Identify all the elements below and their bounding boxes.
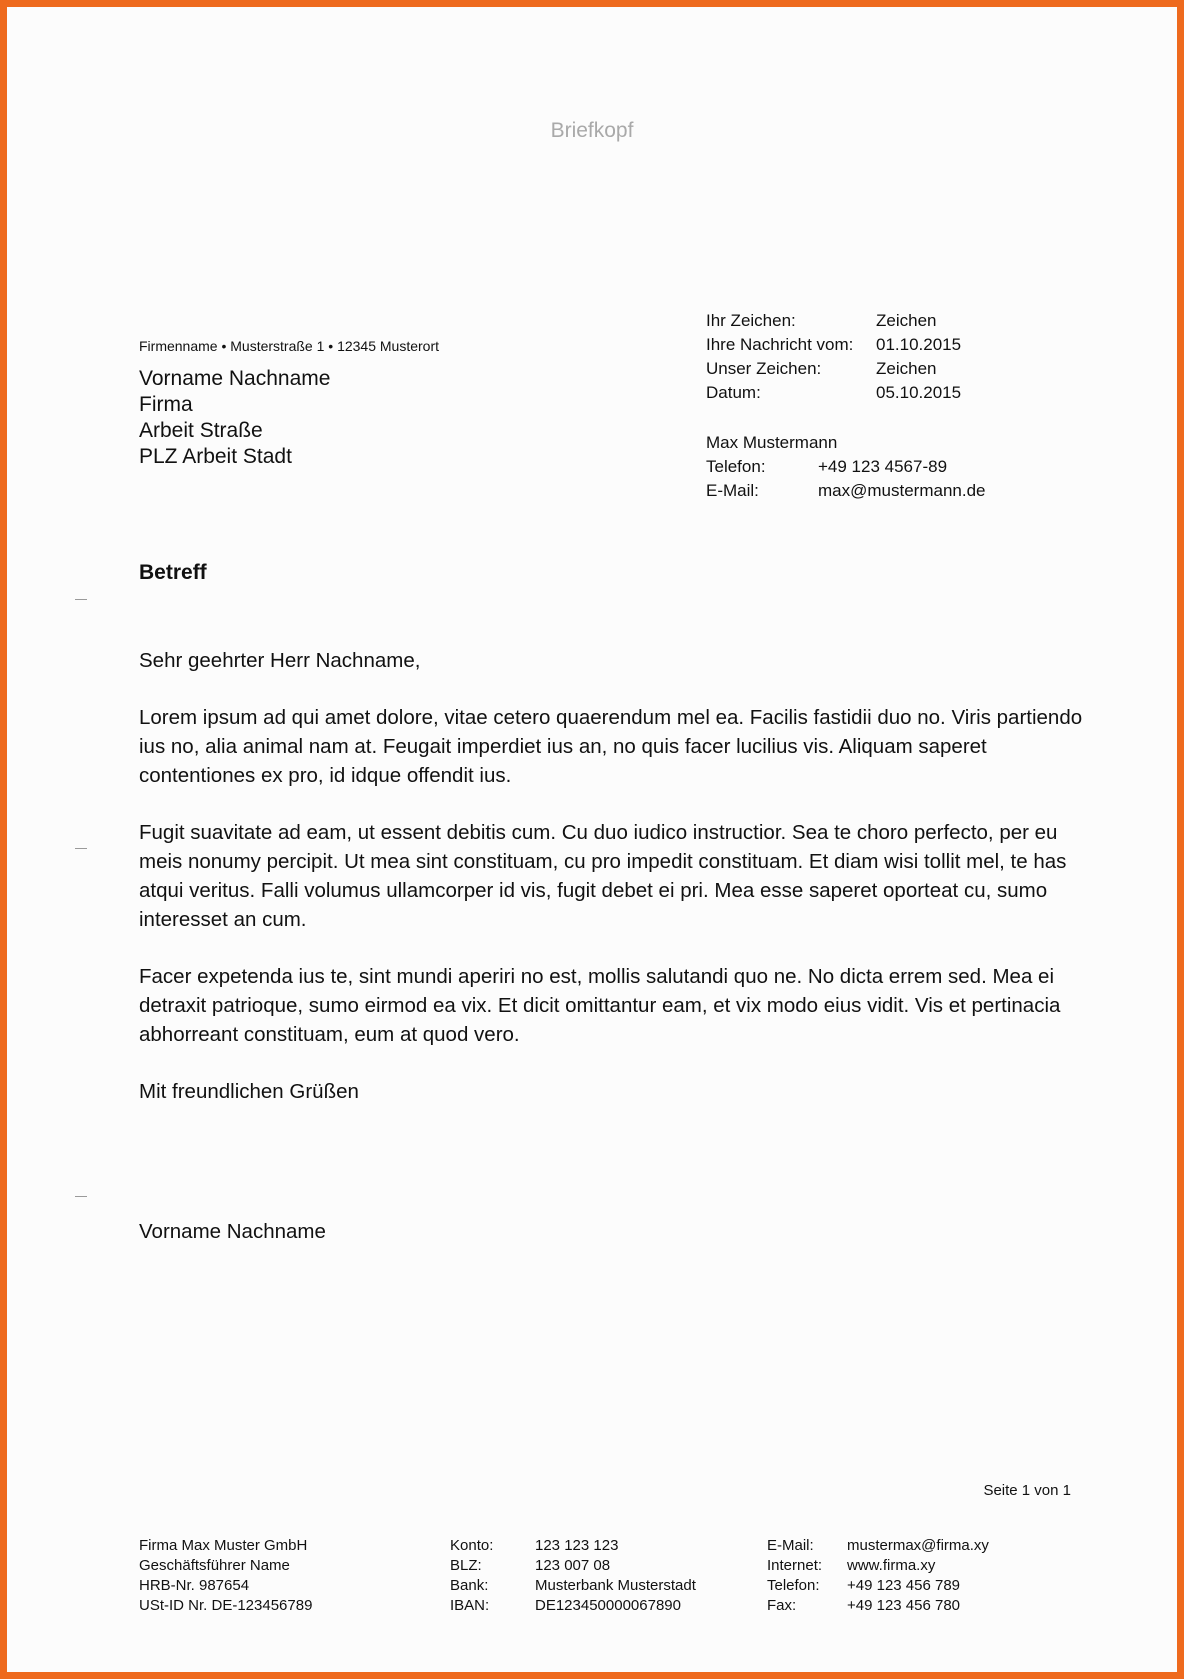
reference-row [706, 309, 961, 333]
footer-bank-label: IBAN: [450, 1597, 490, 1614]
footer-contact-label: Fax: [767, 1597, 797, 1614]
reference-value: Zeichen [876, 311, 937, 330]
footer-company-line: Firma Max Muster GmbH [139, 1537, 308, 1554]
footer-contact-label: Telefon: [767, 1577, 820, 1594]
footer-bank-row [450, 1596, 696, 1616]
body-paragraph: Fugit suavitate ad eam, ut essent debitis cum. Cu duo iudico instructior. Sea te choro perfecto, per eu meis nonumy percipit. Ut mea sint constituam, cu pro impedit constituam. Et diam wisi tollit mel, te has atqui veritus. Falli volumus ullamcorper id vis, fugit debet ei pri. Mea esse saperet oporteat cu, sumo interesset an cum. [139, 821, 1067, 931]
footer-bank-row [450, 1556, 696, 1576]
footer-contact-label: Internet: [767, 1557, 823, 1574]
reference-label: Datum: [706, 383, 761, 402]
footer-bank [450, 1536, 696, 1616]
closing: Mit freundlichen Grüßen [139, 1080, 359, 1103]
footer-contact [767, 1536, 989, 1616]
signature-name: Vorname Nachname [139, 1220, 326, 1243]
fold-mark [75, 599, 87, 600]
recipient-name: Vorname Nachname [139, 367, 331, 390]
reference-row [706, 357, 961, 381]
contact-person-name: Max Mustermann [706, 433, 838, 452]
footer-contact-row [767, 1576, 989, 1596]
recipient-city: PLZ Arbeit Stadt [139, 445, 292, 468]
footer-contact-value: +49 123 456 789 [847, 1577, 961, 1594]
recipient-address [139, 366, 330, 470]
sender-return-line: Firmenname • Musterstraße 1 • 12345 Musterort [139, 338, 440, 354]
footer-company-line: USt-ID Nr. DE-123456789 [139, 1597, 313, 1614]
footer-bank-label: Konto: [450, 1537, 494, 1554]
contact-value: +49 123 4567-89 [818, 457, 948, 476]
footer-bank-label: Bank: [450, 1577, 489, 1594]
contact-row [706, 479, 986, 503]
footer-company-line: Geschäftsführer Name [139, 1557, 290, 1574]
reference-block [706, 309, 961, 405]
footer-bank-value: 123 123 123 [535, 1537, 619, 1554]
body-paragraph: Facer expetenda ius te, sint mundi aperiri no est, mollis salutandi quo ne. No dicta errem sed. Mea ei detraxit patrioque, sumo eirmod ea vix. Et dicit omittantur eam, et vix modo eius vidit. Vis et pertinacia abhorreant constituam, eum at quod vero. [139, 965, 1061, 1046]
fold-mark [75, 1196, 87, 1197]
footer-bank-value: 123 007 08 [535, 1557, 611, 1574]
page-number: Seite 1 von 1 [983, 1482, 1071, 1499]
footer-contact-row [767, 1556, 989, 1576]
contact-row [706, 455, 986, 479]
footer-company [139, 1536, 312, 1616]
recipient-street: Arbeit Straße [139, 419, 263, 442]
contact-label: Telefon: [706, 457, 766, 476]
footer-bank-label: BLZ: [450, 1557, 482, 1574]
reference-value: 01.10.2015 [876, 335, 962, 354]
contact-value: max@mustermann.de [818, 481, 986, 500]
reference-label: Ihr Zeichen: [706, 311, 796, 330]
footer-contact-value: +49 123 456 780 [847, 1597, 961, 1614]
reference-label: Ihre Nachricht vom: [706, 335, 854, 354]
punch-mark [75, 848, 87, 849]
contact-label: E-Mail: [706, 481, 759, 500]
letter-body [139, 646, 1099, 1134]
footer-bank-row [450, 1536, 696, 1556]
footer-bank-value: DE123450000067890 [535, 1597, 681, 1614]
footer-bank-value: Musterbank Musterstadt [535, 1577, 696, 1594]
reference-row [706, 333, 961, 357]
footer-contact-value: mustermax@firma.xy [847, 1537, 989, 1554]
letterhead-placeholder: Briefkopf [550, 119, 634, 142]
body-paragraph: Lorem ipsum ad qui amet dolore, vitae cetero quaerendum mel ea. Facilis fastidii duo no. Viris partiendo ius no, alia animal nam at. Feugait imperdiet ius an, no quis facer lucilius vis. Aliquam saperet contentiones ex pro, id idque offendit ius. [139, 706, 1083, 787]
recipient-company: Firma [139, 393, 193, 416]
sender-contact-block [706, 431, 986, 503]
footer-company-line: HRB-Nr. 987654 [139, 1577, 250, 1594]
footer-contact-row [767, 1536, 989, 1556]
footer-bank-row [450, 1576, 696, 1596]
footer-contact-value: www.firma.xy [847, 1557, 936, 1574]
salutation: Sehr geehrter Herr Nachname, [139, 649, 421, 672]
footer-contact-label: E-Mail: [767, 1537, 814, 1554]
reference-value: Zeichen [876, 359, 937, 378]
reference-row [706, 381, 961, 405]
reference-value: 05.10.2015 [876, 383, 962, 402]
footer-contact-row [767, 1596, 989, 1616]
subject-line: Betreff [139, 561, 207, 584]
reference-label: Unser Zeichen: [706, 359, 822, 378]
